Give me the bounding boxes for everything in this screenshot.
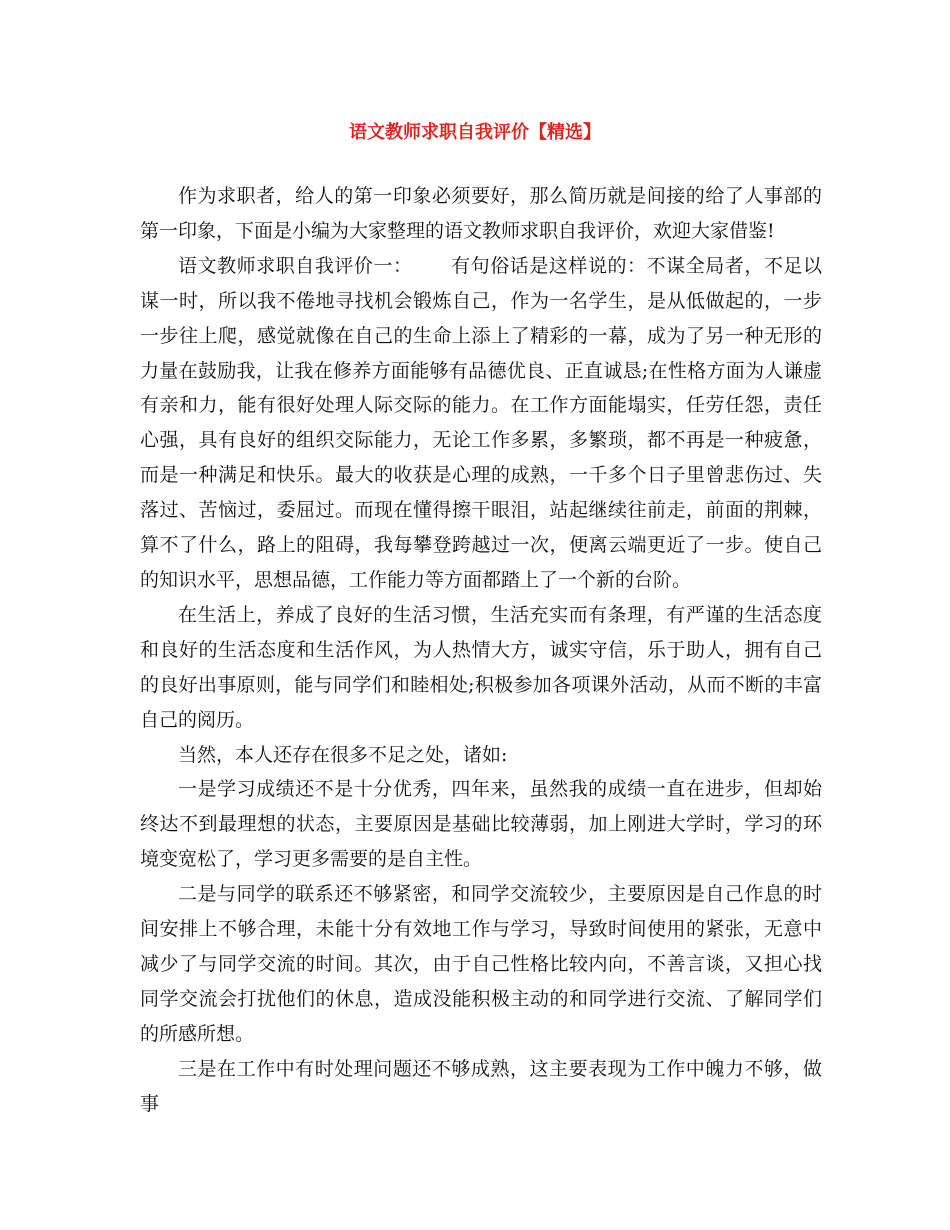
paragraph-intro: 作为求职者，给人的第一印象必须要好，那么简历就是间接的给了人事部的第一印象，下面是小编为大家整理的语文教师求职自我评价，欢迎大家借鉴!	[140, 185, 822, 242]
section-one-body: 有句俗话是这样说的：不谋全局者，不足以谋一时，所以我不倦地寻找机会锻炼自己，作为一名学生，是从低做起的，一步一步往上爬，感觉就像在自己的生命上添上了精彩的一幕，成为了另一种无形的力量在鼓励我，让我在修养方面能够有品德优良、正直诚恳;在性格方面为人谦虚有亲和力，能有很好处理人际交际的能力。在工作方面能塌实，任劳任怨，责任心强，具有良好的组织交际能力，无论工作多累，多繁琐，都不再是一种疲惫，而是一种满足和快乐。最大的收获是心理的成熟，一千多个日子里曾悲伤过、失落过、苦恼过，委屈过。而现在懂得擦干眼泪，站起继续往前走，前面的荆棘，算不了什么，路上的阻碍，我每攀登跨越过一次，便离云端更近了一步。使自己的知识水平，思想品德，工作能力等方面都踏上了一个新的台阶。	[140, 254, 822, 591]
section-one-heading: 语文教师求职自我评价一：	[178, 254, 413, 277]
document-title: 语文教师求职自我评价【精选】	[349, 122, 601, 143]
paragraph-shortcoming-two: 二是与同学的联系还不够紧密，和同学交流较少，主要原因是自己作息的时间安排上不够合理，未能十分有效地工作与学习，导致时间使用的紧张，无意中减少了与同学交流的时间。其次，由于自己性格比较内向，不善言谈，又担心找同学交流会打扰他们的休息，造成没能积极主动的和同学进行交流、了解同学们的所感所想。	[140, 883, 822, 1045]
paragraph-shortcoming-three: 三是在工作中有时处理问题还不够成熟，这主要表现为工作中魄力不够，做事	[140, 1057, 822, 1115]
paragraph-life: 在生活上，养成了良好的生活习惯，生活充实而有条理，有严谨的生活态度和良好的生活态度和生活作风，为人热情大方，诚实守信，乐于助人，拥有自己的良好出事原则，能与同学们和睦相处;积极参加各项课外活动，从而不断的丰富自己的阅历。	[140, 603, 822, 731]
document-body	[140, 179, 822, 1121]
paragraph-shortcomings-intro: 当然，本人还存在很多不足之处，诸如:	[178, 743, 508, 766]
paragraph-section-one	[140, 249, 822, 598]
paragraph-shortcoming-one: 一是学习成绩还不是十分优秀，四年来，虽然我的成绩一直在进步，但却始终达不到最理想的状态，主要原因是基础比较薄弱，加上刚进大学时，学习的环境变宽松了，学习更多需要的是自主性。	[140, 778, 822, 871]
